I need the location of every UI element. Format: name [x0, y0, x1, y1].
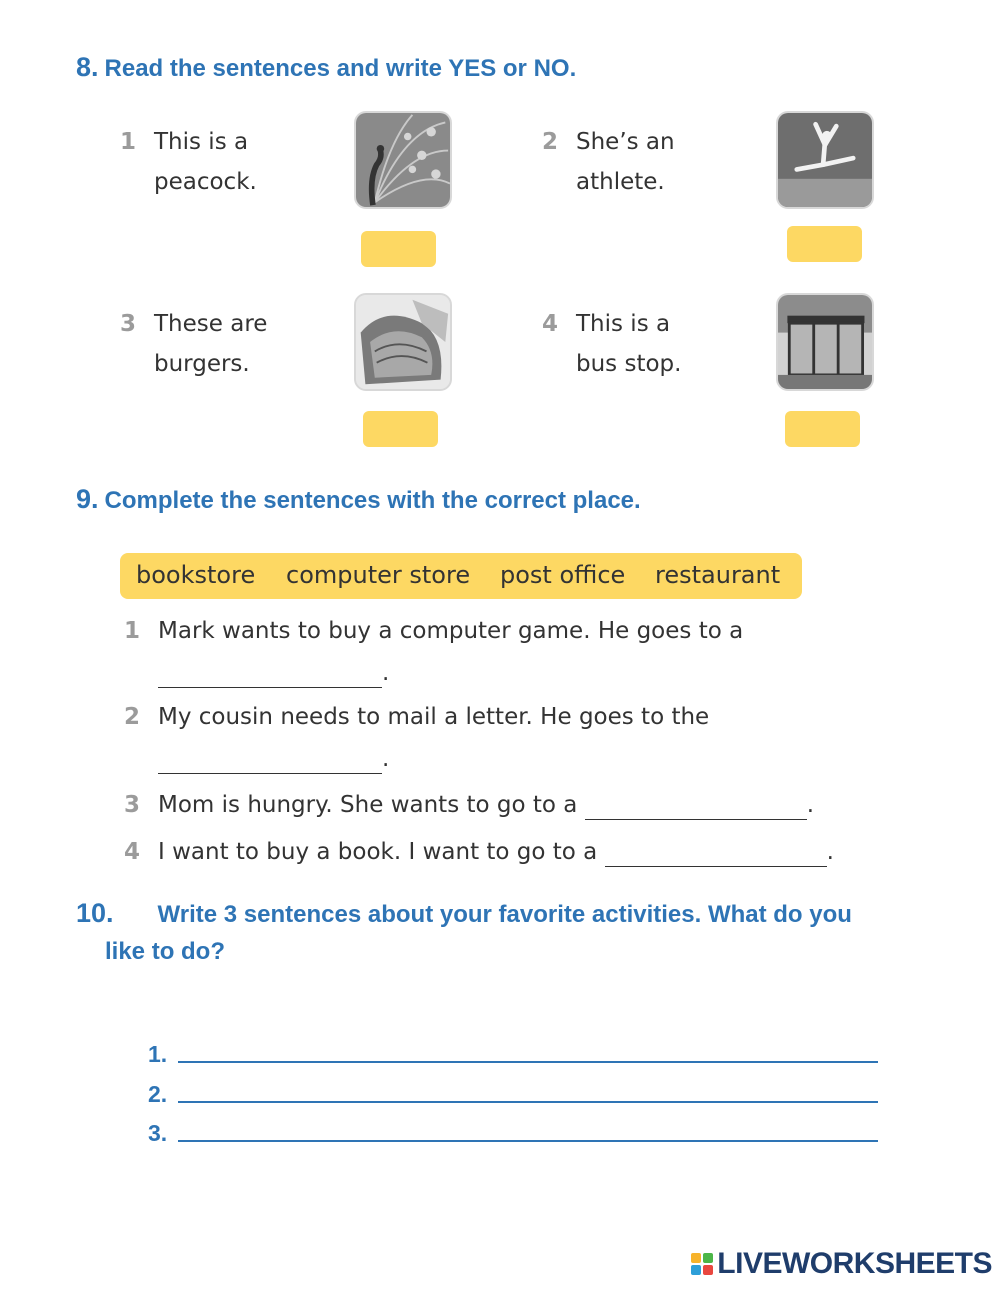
- section-8-heading: [76, 52, 576, 83]
- word-bank-item: bookstore: [136, 561, 256, 589]
- section-10-line2: like to do?: [105, 938, 225, 965]
- s8-answer-box-3[interactable]: [363, 411, 438, 447]
- bus-stop-photo-icon: [776, 293, 874, 391]
- s9-sentence-3: [124, 792, 864, 822]
- s9-sentence-end: .: [806, 792, 814, 818]
- s9-sentence-text: Mark wants to buy a computer game. He goes to a: [158, 618, 744, 644]
- word-bank-item: restaurant: [655, 561, 781, 589]
- s9-sentence-end: .: [382, 660, 390, 686]
- word-bank: [120, 553, 802, 599]
- section-9-title: Complete the sentences with the correct place.: [104, 487, 641, 514]
- s9-sentence-number: 1: [124, 618, 141, 644]
- answer-line-2[interactable]: [148, 1081, 878, 1111]
- s9-answer-input-4[interactable]: [605, 844, 827, 867]
- liveworksheets-logo-icon: [691, 1253, 713, 1275]
- answer-line-number: 3.: [148, 1120, 168, 1146]
- s8-item-3: [120, 304, 340, 384]
- section-10-number: 10.: [76, 898, 114, 928]
- section-9-heading: [76, 484, 641, 515]
- s8-item-1: [120, 122, 340, 202]
- answer-line-underline: [178, 1061, 878, 1063]
- section-10-heading: [76, 898, 852, 929]
- answer-line-1[interactable]: [148, 1041, 878, 1071]
- liveworksheets-logo[interactable]: [691, 1247, 992, 1280]
- s9-answer-input-2[interactable]: [158, 751, 382, 774]
- s9-sentence-text: My cousin needs to mail a letter. He goes to the: [158, 704, 710, 730]
- answer-line-3[interactable]: [148, 1120, 878, 1150]
- word-bank-item: computer store: [286, 561, 471, 589]
- s8-item-number: 2: [542, 129, 559, 155]
- s8-item-2: [542, 122, 762, 202]
- section-9-number: 9.: [76, 484, 99, 514]
- s8-item-4: [542, 304, 762, 384]
- liveworksheets-logo-text: LIVEWORKSHEETS: [717, 1247, 992, 1280]
- word-bank-item: post office: [500, 561, 626, 589]
- section-10-line1: Write 3 sentences about your favorite activities. What do you: [157, 901, 852, 928]
- s8-item-line2: bus stop.: [576, 351, 682, 377]
- s9-sentence-number: 2: [124, 704, 141, 730]
- s8-answer-box-4[interactable]: [785, 411, 860, 447]
- peacock-photo-icon: [354, 111, 452, 209]
- s8-item-line2: peacock.: [154, 169, 257, 195]
- dancer-photo-icon: [776, 111, 874, 209]
- s8-item-number: 4: [542, 311, 559, 337]
- s9-answer-input-1[interactable]: [158, 665, 382, 688]
- s9-sentence-number: 4: [124, 839, 141, 865]
- s8-item-line1: These are: [154, 311, 268, 337]
- s8-item-line2: athlete.: [576, 169, 665, 195]
- s9-sentence-row: [158, 792, 814, 820]
- section-8-number: 8.: [76, 52, 99, 82]
- answer-line-number: 2.: [148, 1081, 168, 1107]
- s9-sentence-number: 3: [124, 792, 141, 818]
- s9-answer-input-3[interactable]: [585, 797, 807, 820]
- s9-sentence-end: .: [826, 839, 834, 865]
- s9-sentence-text: I want to buy a book. I want to go to a: [158, 839, 598, 865]
- s9-sentence-row: [158, 839, 834, 867]
- s8-item-number: 3: [120, 311, 137, 337]
- section-8-title: Read the sentences and write YES or NO.: [104, 55, 577, 82]
- answer-line-number: 1.: [148, 1041, 168, 1067]
- s8-item-line1: This is a: [576, 311, 671, 337]
- answer-line-underline: [178, 1101, 878, 1103]
- answer-line-underline: [178, 1140, 878, 1142]
- s9-sentence-end: .: [382, 746, 390, 772]
- s8-item-line1: This is a: [154, 129, 249, 155]
- s8-answer-box-2[interactable]: [787, 226, 862, 262]
- s8-item-line1: She’s an: [576, 129, 675, 155]
- s9-sentence-1-blank-row: [158, 660, 389, 688]
- s9-sentence-2-blank-row: [158, 746, 389, 774]
- section-10-line2-row: [105, 938, 225, 966]
- sandwich-photo-icon: [354, 293, 452, 391]
- s8-item-number: 1: [120, 129, 137, 155]
- s8-answer-box-1[interactable]: [361, 231, 436, 267]
- s9-sentence-4: [124, 839, 894, 869]
- s8-item-line2: burgers.: [154, 351, 250, 377]
- s9-sentence-text: Mom is hungry. She wants to go to a: [158, 792, 578, 818]
